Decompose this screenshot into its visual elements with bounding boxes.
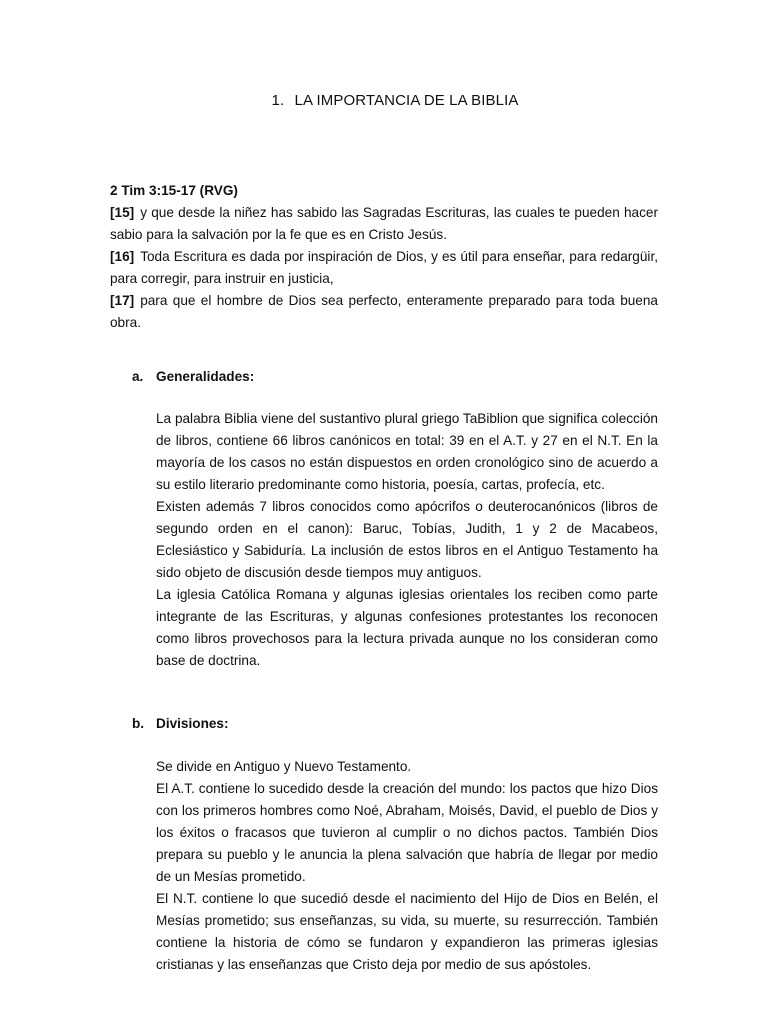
section-heading-text: Divisiones: [156,716,229,731]
verse-text: Toda Escritura es dada por inspiración de Dios, y es útil para enseñar, para redargüir, para corregir, para instruir en justicia, [110,249,658,286]
verse-15 [110,202,658,246]
paragraph: El A.T. contiene lo sucedido desde la creación del mundo: los pactos que hizo Dios con los primeros hombres como Noé, Abraham, Moisés, David, el pueblo de Dios y los éxitos o fracasos que tuvieron al cumplir o no dichos pactos. También Dios prepara su pueblo y le anuncia la plena salvación que habría de llegar por medio de un Mesías prometido. [156,781,658,884]
title-text: LA IMPORTANCIA DE LA BIBLIA [294,92,519,109]
page-title [0,92,768,109]
verse-text: y que desde la niñez has sabido las Sagradas Escrituras, las cuales te pueden hacer sabio para la salvación por la fe que es en Cristo Jesús. [110,205,658,242]
scripture-reference: 2 Tim 3:15-17 (RVG) [110,183,238,198]
section-heading-generalidades [132,366,254,388]
section-heading-text: Generalidades: [156,369,255,384]
verse-number: [16] [110,249,135,264]
verse-number: [17] [110,293,135,308]
section-letter: b. [132,716,145,731]
paragraph: Existen además 7 libros conocidos como apócrifos o deuterocanónicos (libros de segundo orden en el canon): Baruc, Tobías, Judith, 1 y 2 de Macabeos, Eclesiástico y Sabiduría. La inclusión de estos libros en el Antiguo Testamento ha sido objeto de discusión desde tiempos muy antiguos. [156,499,658,580]
verse-text: para que el hombre de Dios sea perfecto, enteramente preparado para toda buena obra. [110,293,658,330]
verse-16 [110,246,658,290]
title-number: 1. [271,92,285,109]
section-letter: a. [132,369,144,384]
verse-17 [110,290,658,334]
section-body-generalidades [156,408,658,672]
paragraph: La palabra Biblia viene del sustantivo plural griego TaBiblion que significa colección de libros, contiene 66 libros canónicos en total: 39 en el A.T. y 27 en el N.T. En la mayoría de los casos no están dispuestos en orden cronológico sino de acuerdo a su estilo literario predominante como historia, poesía, cartas, profecía, etc. [156,411,658,492]
paragraph: El N.T. contiene lo que sucedió desde el nacimiento del Hijo de Dios en Belén, el Mesías prometido; sus enseñanzas, su vida, su muerte, su resurrección. También contiene la historia de cómo se fundaron y expandieron las primeras iglesias cristianas y las enseñanzas que Cristo deja por medio de sus apóstoles. [156,891,658,972]
scripture-passage [110,180,658,334]
verse-number: [15] [110,205,135,220]
section-body-divisiones [156,756,658,976]
paragraph: Se divide en Antiguo y Nuevo Testamento. [156,759,412,774]
paragraph: La iglesia Católica Romana y algunas iglesias orientales los reciben como parte integrante de las Escrituras, y algunas confesiones protestantes los reconocen como libros provechosos para la lectura privada aunque no los consideran como base de doctrina. [156,587,658,668]
section-heading-divisiones [132,713,229,735]
